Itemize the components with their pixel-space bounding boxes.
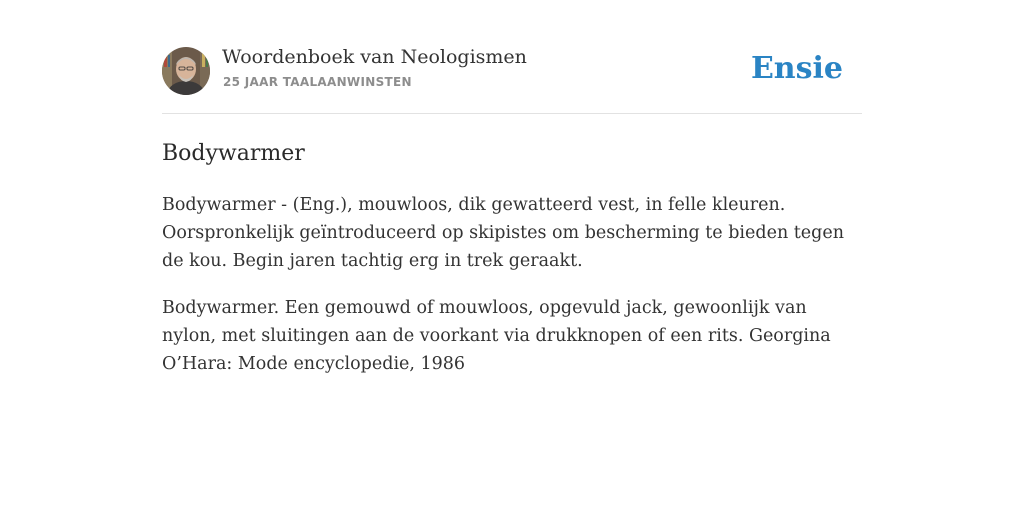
definition-paragraph: Bodywarmer. Een gemouwd of mouwloos, opgevuld jack, gewoonlijk van nylon, met sluitingen aan de voorkant via drukknopen of een rits. Georgina O’Hara: Mode encyclopedie, 1986: [162, 298, 831, 374]
author-name[interactable]: Woordenboek van Neologismen: [222, 46, 527, 68]
author-avatar[interactable]: [162, 47, 210, 95]
ensie-logo-link[interactable]: Ensie: [750, 51, 843, 86]
header: [162, 46, 862, 114]
entry-card: [162, 46, 862, 378]
person-avatar-icon: [162, 47, 210, 95]
author-tagline: 25 JAAR TAALAANWINSTEN: [223, 75, 412, 89]
definition-paragraph: Bodywarmer - (Eng.), mouwloos, dik gewatteerd vest, in felle kleuren. Oorspronkelijk geïntroduceerd op skipistes om bescherming te bieden tegen de kou. Begin jaren tachtig erg in trek geraakt.: [162, 195, 844, 271]
entry-title: Bodywarmer: [162, 141, 305, 166]
